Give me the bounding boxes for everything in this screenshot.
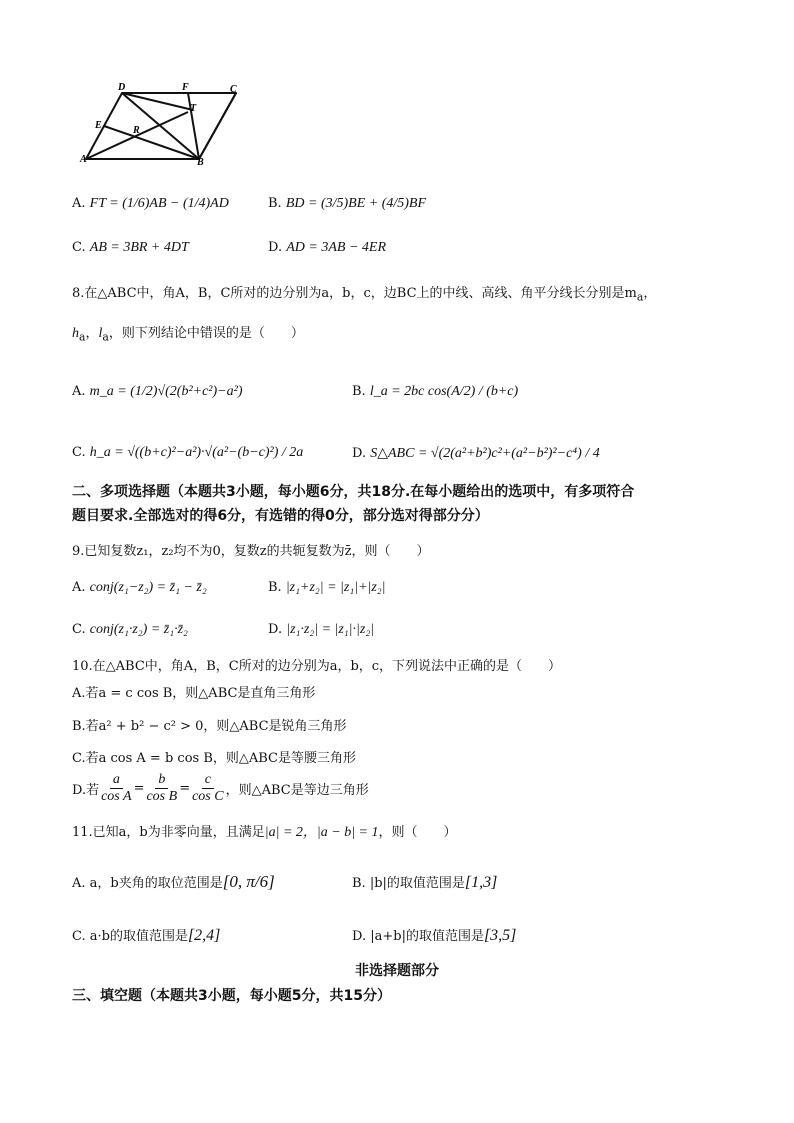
q7-option-b-expr: BD = (3/5)BE + (4/5)BF	[285, 196, 427, 211]
nonchoice-heading: 非选择题部分	[355, 963, 439, 979]
q9-option-c: C. conj(z₁·z₂) = z̄₁·z̄₂	[72, 622, 188, 637]
label-R: R	[133, 125, 140, 136]
q11-option-c: C. a·b的取值范围是[2,4]	[72, 927, 221, 944]
q8-option-d: D. S△ABC = √(2(a²+b²)c²+(a²−b²)²−c⁴) / 4	[352, 446, 600, 461]
q10-option-d: D.若 a cos A = b cos B = c cos C ，则△ABC是等边三角形	[72, 772, 369, 804]
label-A: A	[80, 154, 87, 165]
section2-title-line1: 二、多项选择题（本题共3小题，每小题6分，共18分.在每小题给出的选项中，有多项符合	[72, 484, 635, 500]
fraction-a-cosA: a cos A	[101, 772, 132, 804]
label-C: C	[230, 84, 237, 95]
label-B: B	[197, 157, 204, 168]
q7-option-c-expr: AB = 3BR + 4DT	[89, 240, 189, 255]
q11-option-b: B. |b|的取值范围是[1,3]	[352, 874, 498, 891]
fraction-b-cosB: b cos B	[146, 772, 178, 804]
q7-option-a-expr: FT = (1/6)AB − (1/4)AD	[89, 196, 229, 211]
q11-option-d: D. |a+b|的取值范围是[3,5]	[352, 927, 517, 944]
q9-option-d: D. |z₁·z₂| = |z₁|·|z₂|	[268, 622, 375, 637]
section2-title-line2: 题目要求.全部选对的得6分，有选错的得0分，部分选对得部分分）	[72, 508, 489, 524]
label-T: T	[190, 103, 197, 114]
q7-option-c: C. AB = 3BR + 4DT	[72, 240, 189, 255]
parallelogram-figure	[78, 80, 248, 170]
q7-option-d-expr: AD = 3AB − 4ER	[286, 240, 386, 255]
q8-stem-line2: $h_a$，$l_a$，则下列结论中错误的是（ ）	[72, 326, 304, 344]
q11-stem: 11.已知a，b为非零向量，且满足|a| = 2，|a − b| = 1，则（ ）	[72, 825, 457, 840]
q11-option-a: A. a，b夹角的取位范围是[0, π/6]	[72, 872, 275, 891]
q10-option-b: B.若a² + b² − c² > 0，则△ABC是锐角三角形	[72, 719, 347, 734]
q8-option-c: C. h_a = √((b+c)²−a²)·√(a²−(b−c)²) / 2a	[72, 445, 304, 460]
label-F: F	[182, 82, 189, 93]
q7-option-d: D. AD = 3AB − 4ER	[268, 240, 386, 255]
q10-option-a: A.若a = c cos B，则△ABC是直角三角形	[72, 686, 316, 701]
q8-stem-line1: 8.在△ABC中，角A，B，C所对的边分别为a，b，c，边BC上的中线、高线、角平分线长分别是$m_a$，	[72, 286, 657, 304]
section3-title: 三、填空题（本题共3小题，每小题5分，共15分）	[72, 988, 391, 1004]
q7-option-a: A. FT = (1/6)AB − (1/4)AD	[72, 196, 229, 211]
q10-option-c: C.若a cos A = b cos B，则△ABC是等腰三角形	[72, 751, 357, 766]
label-E: E	[95, 120, 102, 131]
fraction-c-cosC: c cos C	[192, 772, 224, 804]
q9-stem: 9.已知复数z₁，z₂均不为0，复数z的共轭复数为z̄，则（ ）	[72, 544, 430, 559]
q7-option-b: B. BD = (3/5)BE + (4/5)BF	[268, 196, 427, 211]
q9-option-b: B. |z₁+z₂| = |z₁|+|z₂|	[268, 580, 386, 595]
q10-stem: 10.在△ABC中，角A，B，C所对的边分别为a，b，c，下列说法中正确的是（ ）	[72, 659, 562, 674]
q8-option-b: B. l_a = 2bc cos(A/2) / (b+c)	[352, 384, 519, 399]
label-D: D	[118, 82, 126, 93]
q8-option-a: A. m_a = (1/2)√(2(b²+c²)−a²)	[72, 384, 243, 399]
q9-option-a: A. conj(z₁−z₂) = z̄₁ − z̄₂	[72, 580, 207, 595]
